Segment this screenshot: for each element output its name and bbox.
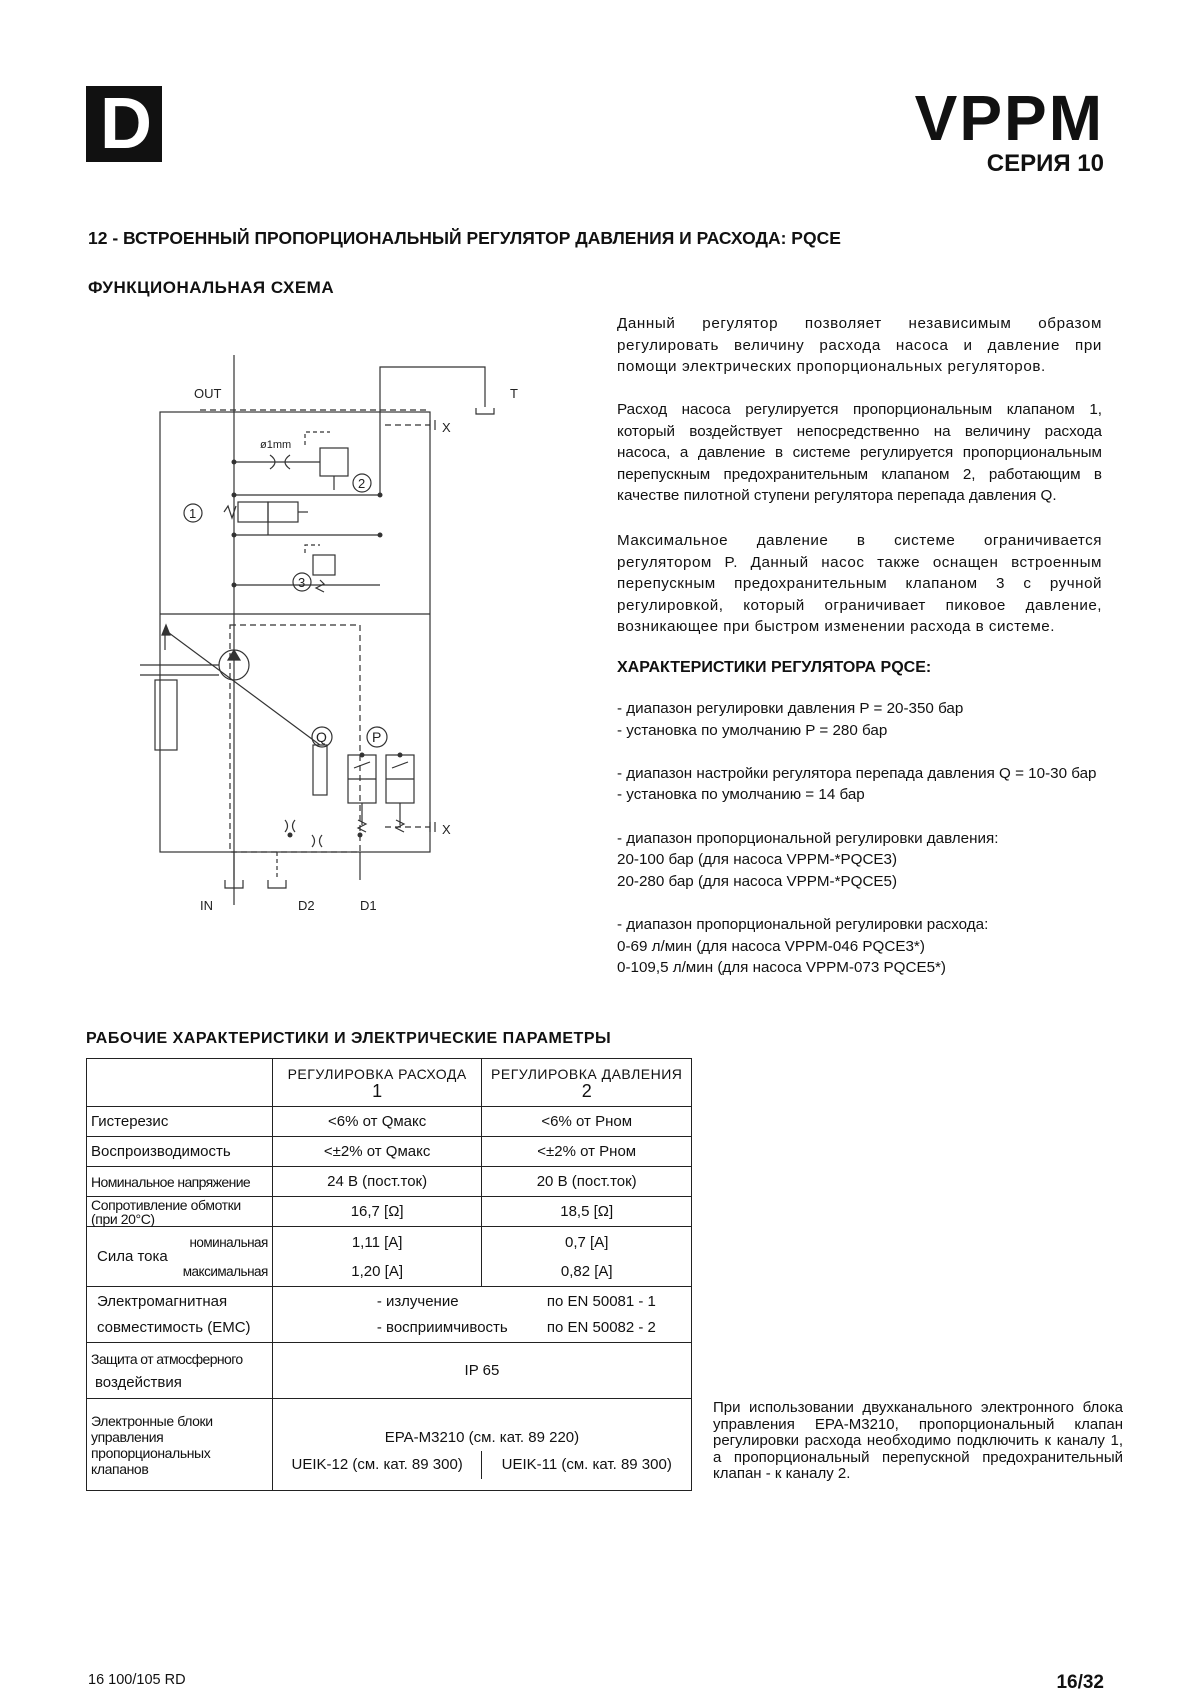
protection-value: IP 65	[272, 1343, 691, 1399]
page-number: 16/32	[1056, 1672, 1104, 1693]
table-row	[87, 1167, 692, 1197]
characteristic-line: - диапазон настройки регулятора перепада давления Q = 10-30 бар	[617, 764, 1097, 782]
emc-emission-value: по EN 50081 - 1	[546, 1292, 656, 1310]
description-paragraph-1: Данный регулятор позволяет независимым образом регулировать величину расхода насоса и давление при помощи электрических пропорциональных регуляторов.	[617, 315, 1102, 376]
row-label-electronics	[87, 1399, 273, 1491]
characteristic-line: - установка по умолчанию = 14 бар	[617, 786, 865, 804]
product-series: СЕРИЯ 10	[986, 150, 1104, 177]
tank-port-symbol	[476, 408, 494, 414]
electronics-values	[272, 1399, 691, 1491]
hysteresis-pressure: <6% от Pном	[482, 1107, 692, 1137]
current-pressure-nominal: 0,7 [A]	[565, 1233, 609, 1251]
port-label-d2: D2	[298, 898, 315, 913]
protection-label-line-2: воздействия	[95, 1373, 182, 1391]
emc-values	[272, 1287, 691, 1343]
characteristic-line: - установка по умолчанию P = 280 бар	[617, 721, 888, 739]
actuator-spring	[155, 680, 177, 750]
characteristics-title: ХАРАКТЕРИСТИКИ РЕГУЛЯТОРА PQCE:	[617, 659, 932, 676]
table-header-pressure	[482, 1059, 692, 1107]
current-flow	[272, 1227, 482, 1287]
pump-frame	[230, 625, 360, 852]
table-header-row	[87, 1059, 692, 1107]
company-logo	[86, 86, 162, 162]
characteristic-line: 0-109,5 л/мин (для насоса VPPM-073 PQCE5*)	[617, 959, 946, 977]
characteristic-line: - диапазон пропорциональной регулировки давления:	[617, 829, 999, 847]
electronics-label-line-3: пропорциональных	[91, 1444, 211, 1461]
port-label-out: OUT	[194, 386, 222, 401]
row-label-protection	[87, 1343, 273, 1399]
electronics-label-line-2: управления	[91, 1428, 164, 1445]
valve-2-number: 2	[358, 476, 366, 491]
hysteresis-flow: <6% от Qмакс	[272, 1107, 482, 1137]
resistance-flow: 16,7 [Ω]	[272, 1197, 482, 1227]
parameters-table	[86, 1058, 692, 1491]
d2-port-symbol	[268, 880, 286, 888]
current-max-label: максимальная	[182, 1263, 268, 1279]
header-pressure-number: 2	[581, 1080, 592, 1101]
table-row	[87, 1343, 692, 1399]
characteristic-line: 20-100 бар (для насоса VPPM-*PQCE3)	[617, 851, 898, 869]
document-code: 16 100/105 RD	[88, 1672, 186, 1688]
port-label-x-top: X	[442, 420, 451, 435]
channel-note: При использовании двухканального электронного блока управления EPA-M3210, пропорциональный клапан регулировки расхода необходимо подключить к каналу 1, а пропорциональный перепускной предохранительный клапан - к каналу 2.	[713, 1399, 1123, 1482]
current-flow-nominal: 1,11 [A]	[351, 1233, 403, 1251]
product-model: VPPM	[914, 82, 1104, 154]
header-pressure-label: РЕГУЛИРОВКА ДАВЛЕНИЯ	[491, 1065, 683, 1082]
logo-letter: D	[100, 84, 148, 164]
resistance-label-line-1: Сопротивление обмотки	[91, 1196, 241, 1213]
current-flow-max: 1,20 [A]	[351, 1262, 403, 1280]
section-title: 12 - ВСТРОЕННЫЙ ПРОПОРЦИОНАЛЬНЫЙ РЕГУЛЯТОР ДАВЛЕНИЯ И РАСХОДА: PQCE	[88, 228, 841, 248]
characteristic-line: 20-280 бар (для насоса VPPM-*PQCE5)	[617, 872, 898, 890]
repeatability-pressure: <±2% от Pном	[482, 1137, 692, 1167]
voltage-flow: 24 В (пост.ток)	[272, 1167, 482, 1197]
tank-line	[380, 367, 485, 495]
table-row	[87, 1137, 692, 1167]
table-header-flow	[272, 1059, 482, 1107]
current-nominal-label: номинальная	[189, 1234, 268, 1250]
valve-2-symbol	[320, 448, 348, 476]
row-label-hysteresis: Гистерезис	[87, 1107, 273, 1137]
valve-3-symbol	[313, 555, 335, 575]
schematic-frame	[160, 412, 430, 852]
actuator-piston	[313, 745, 327, 795]
emc-immunity-value: по EN 50082 - 2	[546, 1318, 656, 1336]
port-label-d1: D1	[360, 898, 377, 913]
valve-1-left	[238, 502, 268, 522]
table-row	[87, 1227, 692, 1287]
row-label-resistance	[87, 1197, 273, 1227]
table-row	[87, 1287, 692, 1343]
table-header-empty	[87, 1059, 273, 1107]
row-label-emc	[87, 1287, 273, 1343]
characteristic-line: - диапазон регулировки давления P = 20-350 бар	[617, 700, 964, 717]
table-title: РАБОЧИЕ ХАРАКТЕРИСТИКИ И ЭЛЕКТРИЧЕСКИЕ ПАРАМЕТРЫ	[86, 1030, 612, 1047]
protection-label-line-1: Защита от атмосферного	[91, 1350, 243, 1367]
resistance-label-line-2: (при 20°C)	[91, 1210, 155, 1227]
characteristic-line: - диапазон пропорциональной регулировки расхода:	[617, 915, 989, 933]
electronics-flow: UEIK-12 (см. кат. 89 300)	[273, 1451, 483, 1479]
resistance-pressure: 18,5 [Ω]	[482, 1197, 692, 1227]
table-row	[87, 1399, 692, 1491]
emc-label-line-2: совместимость (EMC)	[97, 1318, 251, 1336]
valve-q-label: Q	[316, 729, 327, 745]
current-pressure	[482, 1227, 692, 1287]
characteristics-list	[617, 698, 1117, 979]
characteristic-line: 0-69 л/мин (для насоса VPPM-046 PQCE3*)	[617, 937, 925, 955]
row-label-current	[87, 1227, 273, 1287]
valve-3-number: 3	[298, 575, 306, 590]
port-label-t: T	[510, 386, 518, 401]
electronics-shared: EPA-M3210 (см. кат. 89 220)	[384, 1428, 580, 1446]
description-paragraph-2: Расход насоса регулируется пропорциональным клапаном 1, который воздействует непосредственно на величину расхода насоса, а давление в системе регулируется пропорциональным перепускным предохранительным клапаном 2, работающим в качестве пилотной ступени регулятора перепада давления Q.	[617, 401, 1102, 505]
emc-label-line-1: Электромагнитная	[97, 1292, 228, 1310]
orifice-label: ø1mm	[260, 439, 292, 451]
description-paragraph-3: Максимальное давление в системе ограничивается регулятором P. Данный насос также оснащен встроенным перепускным предохранительным клапаном 3 с ручной регулировкой, который ограничивает пиковое давление, возникающее при быстром изменении расхода в системе.	[617, 532, 1102, 636]
row-label-repeatability: Воспроизводимость	[87, 1137, 273, 1167]
row-label-voltage: Номинальное напряжение	[87, 1167, 273, 1197]
emc-immunity-label: - восприимчивость	[376, 1318, 508, 1336]
voltage-pressure: 20 В (пост.ток)	[482, 1167, 692, 1197]
repeatability-flow: <±2% от Qмакс	[272, 1137, 482, 1167]
current-label: Сила тока	[97, 1248, 168, 1265]
port-label-in: IN	[200, 898, 213, 913]
electronics-pressure: UEIK-11 (см. кат. 89 300)	[501, 1455, 672, 1473]
table-row	[87, 1197, 692, 1227]
emc-emission-label: - излучение	[376, 1292, 459, 1310]
electronics-label-line-4: клапанов	[91, 1460, 149, 1477]
current-pressure-max: 0,82 [A]	[560, 1262, 613, 1280]
header-flow-label: РЕГУЛИРОВКА РАСХОДА	[287, 1065, 467, 1082]
electronics-label-line-1: Электронные блоки	[91, 1412, 213, 1429]
hydraulic-schematic	[130, 350, 518, 915]
table-row	[87, 1107, 692, 1137]
valve-p-label: P	[372, 729, 382, 745]
port-label-x-bottom: X	[442, 822, 451, 837]
subsection-title: ФУНКЦИОНАЛЬНАЯ СХЕМА	[88, 278, 335, 297]
header-flow-number: 1	[372, 1080, 383, 1101]
valve-1-number: 1	[189, 506, 197, 521]
valve-1-right	[268, 502, 298, 522]
